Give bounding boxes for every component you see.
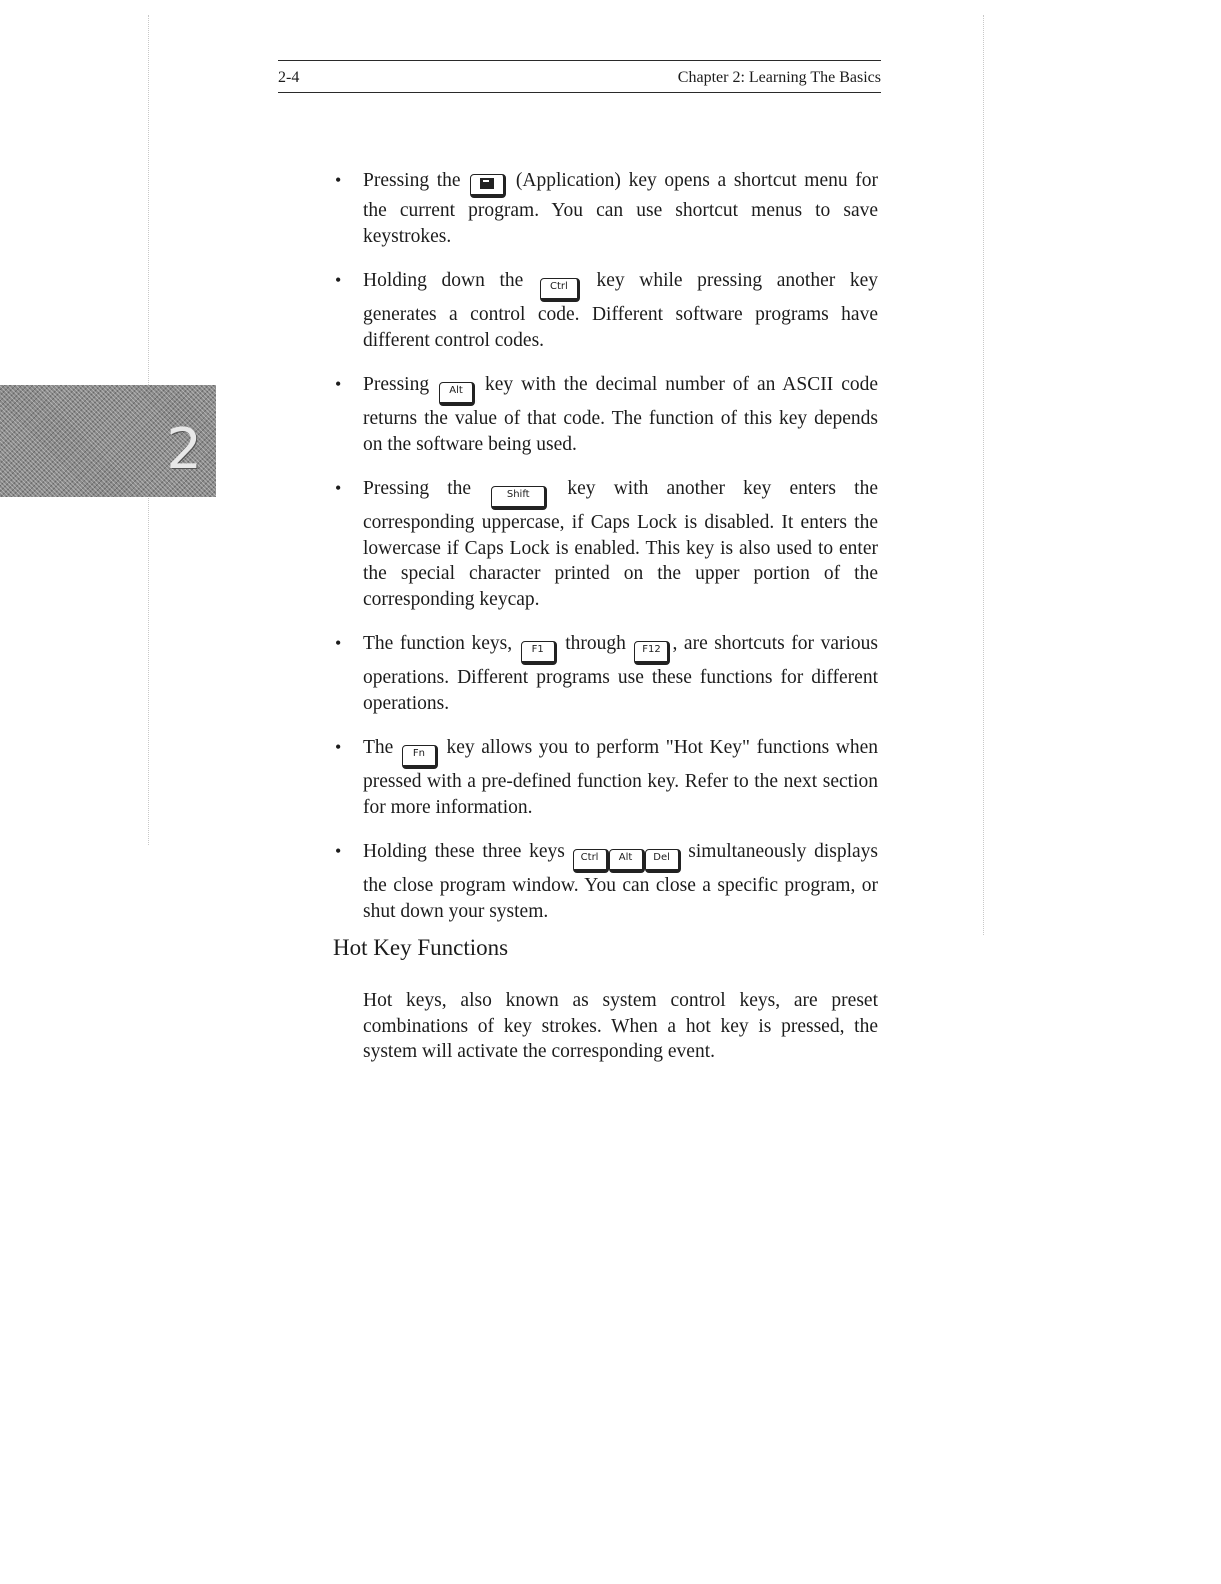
page-number: 2-4 — [278, 69, 300, 86]
bullet-alt-key — [333, 372, 878, 457]
application-key-icon — [470, 174, 506, 198]
bullet-text: through — [565, 633, 626, 654]
bullet-text: The — [363, 737, 394, 758]
alt-key-icon: Alt — [609, 849, 645, 873]
alt-key-icon: Alt — [439, 382, 475, 406]
bullet-application-key — [333, 168, 878, 249]
bullet-text: The function keys, — [363, 633, 513, 654]
bullet-text: key with another key enters the corresponding uppercase, if Caps Lock is disabled. It enters the lowercase if Caps Lock is enabled. This key is also used to enter the special character printed on the upper portion of the corresponding keycap. — [363, 478, 878, 610]
bullet-function-keys — [333, 631, 878, 716]
bullet-ctrl-key — [333, 268, 878, 353]
chapter-thumb-tab — [0, 385, 216, 497]
f12-key-icon: F12 — [634, 641, 670, 665]
section-heading: Hot Key Functions — [333, 935, 509, 960]
bullet-fn-key — [333, 735, 878, 820]
bullet-text: Pressing — [363, 374, 430, 395]
bullet-text: Pressing the — [363, 170, 461, 191]
shift-key-icon: Shift — [491, 486, 547, 510]
chapter-title: Chapter 2: Learning The Basics — [677, 69, 881, 86]
bullet-text: , are shortcuts for various operations. Different programs use these functions for different operations. — [363, 633, 879, 714]
bullet-shift-key — [333, 476, 878, 612]
bullet-text: key while pressing another key generates a control code. Different software programs have different control codes. — [363, 270, 879, 351]
ctrl-key-icon: Ctrl — [540, 278, 580, 302]
del-key-icon: Del — [645, 849, 681, 873]
key-description-list — [333, 168, 878, 943]
f1-key-icon: F1 — [521, 641, 557, 665]
bullet-ctrl-alt-del — [333, 839, 878, 924]
bullet-text: key with the decimal number of an ASCII code returns the value of that code. The function of this key depends on the software being used. — [363, 374, 879, 455]
scan-edge-right — [983, 15, 984, 935]
bullet-text: key allows you to perform "Hot Key" functions when pressed with a pre-defined function key. Refer to the next section for more information. — [363, 737, 878, 818]
bullet-text: (Application) key opens a shortcut menu for the current program. You can use shortcut menus to save keystrokes. — [363, 170, 878, 247]
bullet-text: simultaneously displays the close program window. You can close a specific program, or shut down your system. — [363, 841, 879, 922]
ctrl-alt-del-keys — [573, 839, 681, 873]
bullet-text: Holding down the — [363, 270, 524, 291]
page-header — [278, 60, 881, 93]
fn-key-icon: Fn — [402, 745, 438, 769]
section-paragraph: Hot keys, also known as system control keys, are preset combinations of key strokes. When a hot key is pressed, the system will activate the corresponding event. — [363, 990, 878, 1062]
ctrl-key-icon: Ctrl — [573, 849, 609, 873]
chapter-tab-number: 2 — [166, 417, 202, 482]
bullet-text: Holding these three keys — [363, 841, 565, 862]
bullet-text: Pressing the — [363, 478, 472, 499]
